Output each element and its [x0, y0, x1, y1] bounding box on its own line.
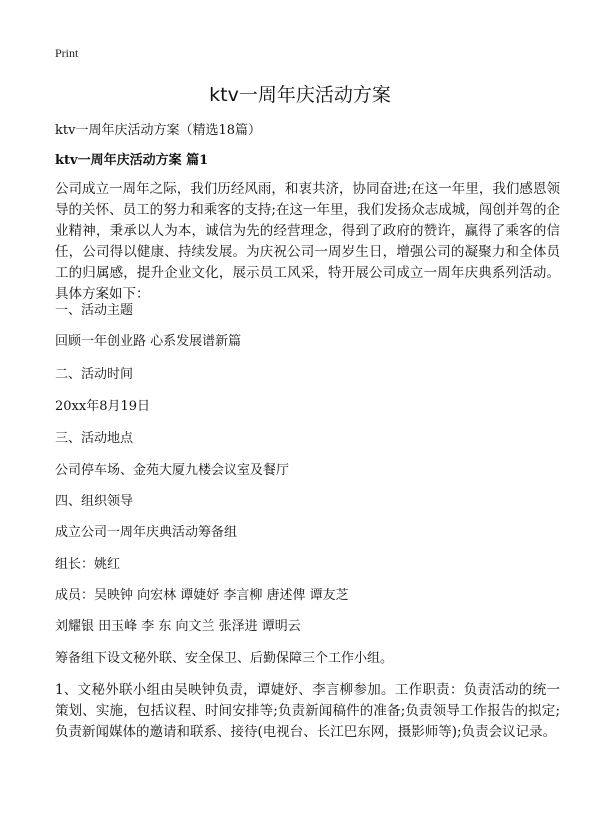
group-leader-text: 组长：姚红: [55, 557, 121, 572]
heading-activity-location: 三、活动地点: [55, 431, 134, 446]
heading-activity-theme: 一、活动主题: [55, 303, 134, 318]
activity-time-text: 20xx年8月19日: [55, 399, 151, 414]
heading-organization: 四、组织领导: [55, 494, 134, 509]
section-heading: ktv一周年庆活动方案 篇1: [55, 153, 209, 168]
closing-paragraph: 1、文秘外联小组由吴映钟负责，谭婕妤、李言柳参加。工作职责：负责活动的统一策划、实施，包括议程、时间安排等;负责新闻稿件的准备;负责领导工作报告的拟定;负责新闻媒体的邀请和联系、接待(电视台、长江巴东网，摄影师等);负责会议记录。: [55, 682, 560, 740]
working-groups-text: 筹备组下设文秘外联、安全保卫、后勤保障三个工作小组。: [55, 651, 394, 666]
document-subtitle: ktv一周年庆活动方案（精选18篇）: [55, 123, 261, 138]
intro-paragraph: 公司成立一周年之际，我们历经风雨，和衷共济，协同奋进;在这一年里，我们感恩领导的关怀、员工的努力和乘客的支持;在这一年里，我们发扬众志成城，闯创并驾的企业精神，秉承以人为本，诚信为先的经营理念，得到了政府的赞许，赢得了乘客的信任，公司得以健康、持续发展。为庆祝公司一周岁生日，增强公司的凝聚力和全体员工的归属感，提升企业文化，展示员工风采，特开展公司成立一周年庆典系列活动。具体方案如下：: [55, 181, 560, 302]
heading-activity-time: 二、活动时间: [55, 367, 134, 382]
organization-text: 成立公司一周年庆典活动筹备组: [55, 525, 238, 540]
members-line-2: 刘耀银 田玉峰 李 东 向文兰 张泽进 谭明云: [55, 619, 301, 634]
print-link[interactable]: Print: [55, 46, 79, 60]
activity-location-text: 公司停车场、金苑大厦九楼会议室及餐厅: [55, 463, 290, 478]
members-line-1: 成员：吴映钟 向宏林 谭婕妤 李言柳 唐述俾 谭友芝: [55, 588, 349, 603]
activity-theme-text: 回顾一年创业路 心系发展谱新篇: [55, 334, 242, 349]
document-title: ktv一周年庆活动方案: [209, 84, 391, 106]
